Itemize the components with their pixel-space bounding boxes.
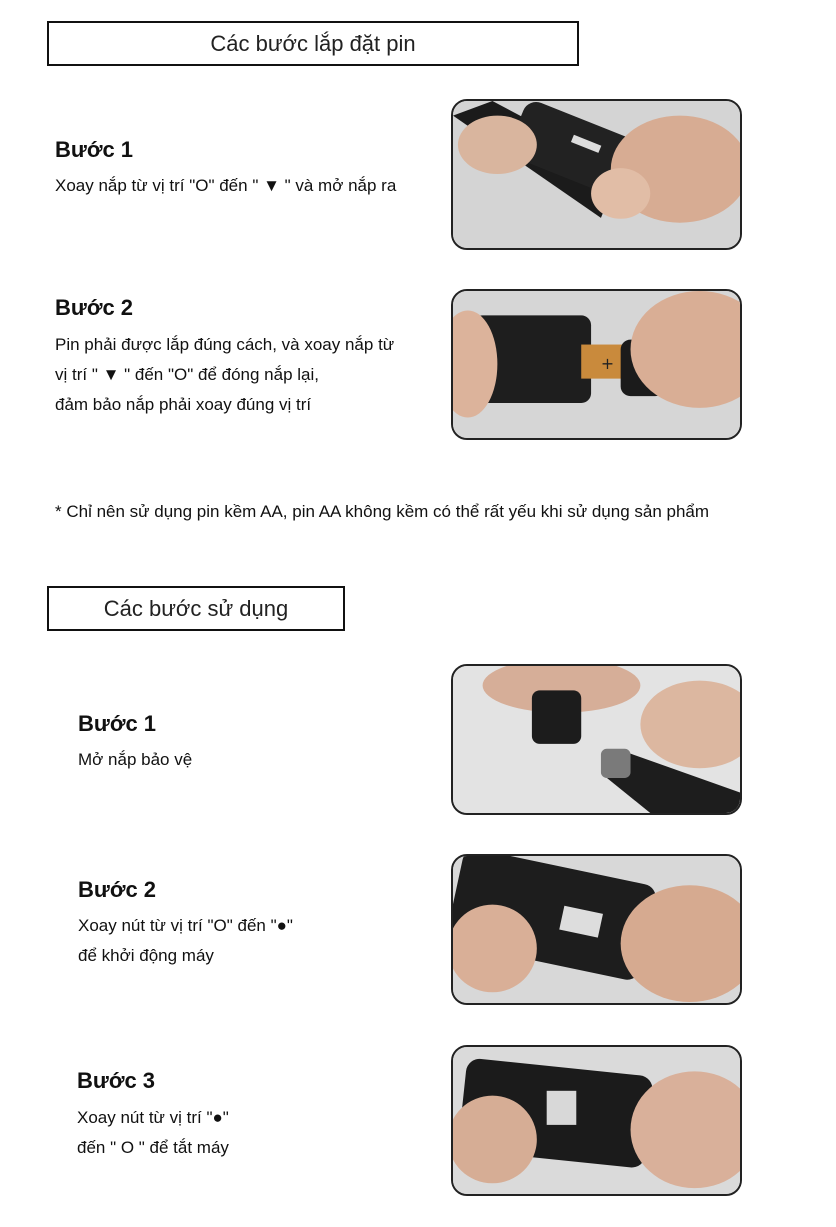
install-step2-text (55, 330, 394, 420)
usage-step3-line: Xoay nút từ vị trí "●" (77, 1108, 229, 1127)
install-step2-line: vị trí " ▼ " đến "O" để đóng nắp lại, (55, 365, 319, 384)
install-step2-photo (451, 289, 742, 440)
install-step1-title: Bước 1 (55, 137, 134, 162)
usage-step2-line: Xoay nút từ vị trí "O" đến "●" (78, 916, 293, 935)
usage-step3-title: Bước 3 (77, 1068, 156, 1093)
usage-heading: Các bước sử dụng (103, 596, 289, 621)
svg-text:+: + (600, 353, 615, 373)
usage-step2-title: Bước 2 (78, 877, 157, 902)
usage-step1-line: Mở nắp bảo vệ (78, 750, 193, 769)
install-heading-box (47, 21, 579, 66)
usage-step1-photo (451, 664, 742, 815)
usage-step2-text (78, 911, 293, 971)
usage-step1-text (78, 745, 192, 775)
usage-step2-line: để khởi động máy (78, 946, 214, 965)
usage-step3-text (77, 1103, 229, 1163)
battery-note: * Chỉ nên sử dụng pin kềm AA, pin AA không kềm có thể rất yếu khi sử dụng sản phẩm (55, 502, 710, 521)
install-step2-line: Pin phải được lắp đúng cách, và xoay nắp từ (55, 335, 395, 354)
usage-step3-line: đến " O " để tắt máy (77, 1138, 229, 1157)
usage-step1-title: Bước 1 (78, 711, 157, 736)
install-step1-line: Xoay nắp từ vị trí "O" đến " ▼ " và mở nắp ra (55, 176, 397, 195)
install-step1-text (55, 171, 396, 201)
install-step2-title: Bước 2 (55, 295, 134, 320)
install-step2-line: đảm bảo nắp phải xoay đúng vị trí (55, 395, 312, 414)
usage-step3-photo (451, 1045, 742, 1196)
install-step1-photo (451, 99, 742, 250)
install-heading: Các bước lắp đặt pin (210, 31, 416, 56)
usage-step2-photo (451, 854, 742, 1005)
usage-heading-box (47, 586, 345, 631)
